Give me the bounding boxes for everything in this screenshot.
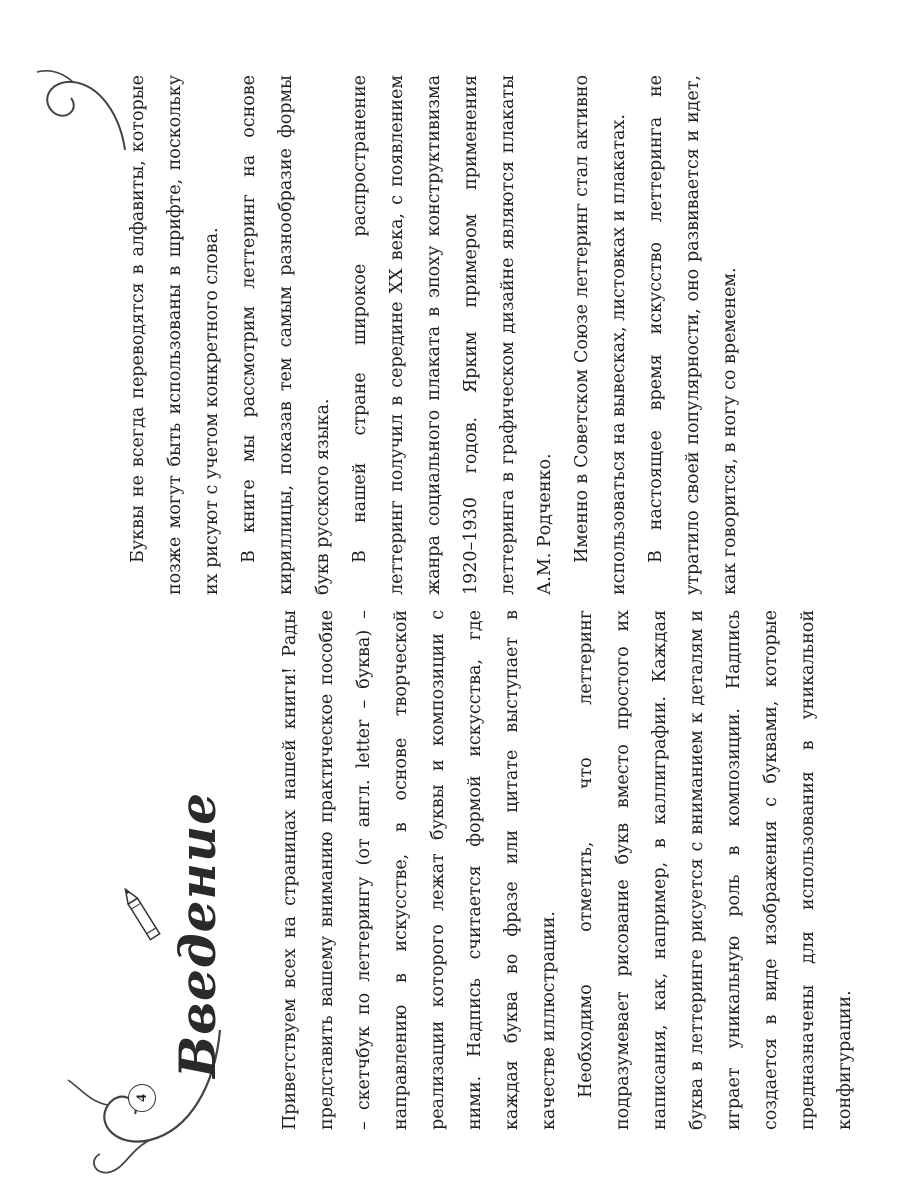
pencil-icon — [115, 878, 170, 948]
left-text-column — [272, 610, 864, 1130]
paragraph: Приветствуем всех на страницах нашей книги! Рады представить вашему вниманию практическое пособие – скетчбук по леттерингу (от англ. letter – буква) – направлению в искусстве, в основе творческой реализации которого лежат буквы и композиции с ними. Надпись считается формой искусства, где каждая буква во фразе или цитате выступает в качестве иллюстрации. — [280, 610, 559, 1130]
right-text-column — [120, 75, 749, 595]
paragraph: В нашей стране широкое распространение леттеринг получил в середине XX века, с появлением жанра социального плаката в эпоху конструктивизма 1920–1930 годов. Ярким примером применения леттеринга в графическом дизайне являются плакаты А.М. Родченко. — [350, 75, 555, 595]
paragraph: Именно в Советском Союзе леттеринг стал активно использоваться на вывесках, листовках и плакатах. — [572, 75, 629, 595]
paragraph: Буквы не всегда переводятся в алфавиты, которые позже могут быть использованы в шрифте, поскольку их рисуют с учетом конкретного слова. — [128, 75, 222, 595]
page-number: 4 — [128, 1084, 156, 1112]
page-title: Введение — [168, 791, 227, 1078]
paragraph: В книге мы рассмотрим леттеринг на основе кириллицы, показав тем самым разнообразие формы букв русского языка. — [239, 75, 333, 595]
paragraph: Необходимо отметить, что леттеринг подразумевает рисование букв вместо простого их написания, как, например, в каллиграфии. Каждая буква в леттеринге рисуется с вниманием к деталям и играет уникальную роль в композиции. Надпись создается в виде изображения с буквами, которые предназначены для использования в уникальной конфигурации. — [576, 610, 855, 1130]
decorative-swirl-icon — [25, 60, 135, 170]
paragraph: В настоящее время искусство леттеринга не утратило своей популярности, оно развивается и идет, как говорится, в ногу со временем. — [646, 75, 740, 595]
